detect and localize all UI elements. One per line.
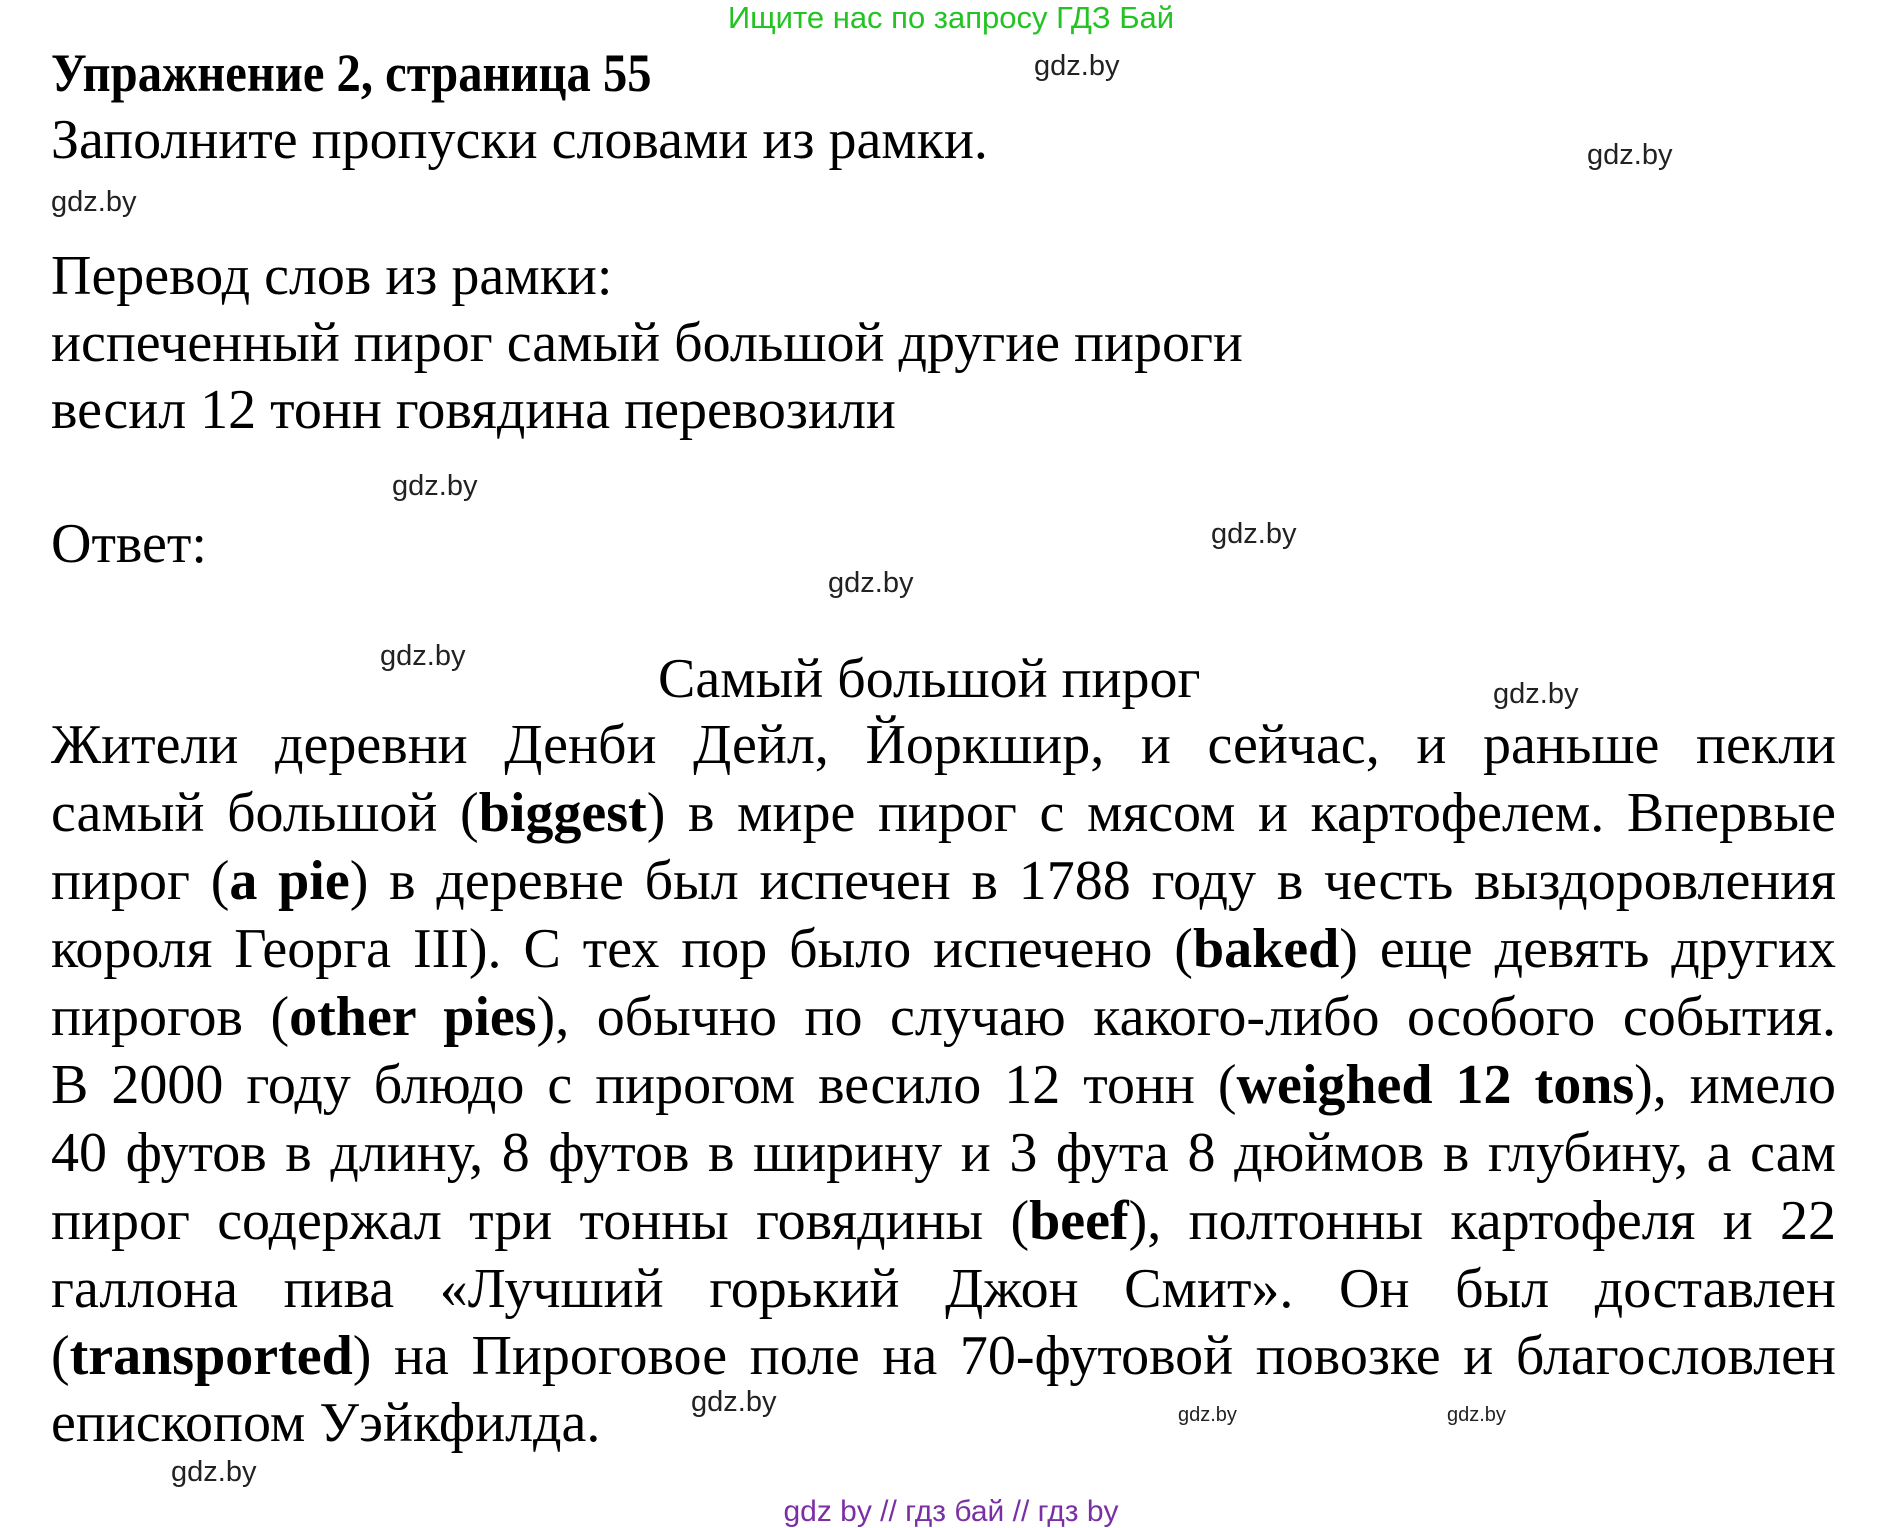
- text-segment: епископом Уэйкфилда.: [51, 1392, 601, 1454]
- translation-line: весил 12 тонн говядина перевозили: [51, 379, 896, 441]
- answer-word: transported: [69, 1325, 353, 1387]
- answer-word: baked: [1192, 918, 1340, 980]
- text-segment: короля Георга III). С тех пор было испечено (: [51, 918, 1193, 980]
- text-segment: ), обычно по случаю какого-либо особого события.: [536, 986, 1837, 1048]
- text-segment: ) в деревне был испечен в 1788 году в честь выздоровления: [349, 850, 1836, 912]
- text-segment: Жители деревни Денби Дейл, Йоркшир, и сейчас, и раньше пекли: [51, 714, 1836, 776]
- text-segment: ), имело: [1634, 1054, 1836, 1116]
- watermark: gdz.by: [1178, 1404, 1237, 1426]
- paragraph-line: [51, 782, 1836, 844]
- text-segment: ) на Пироговое поле на 70-футовой повозке и благословлен: [352, 1325, 1836, 1387]
- watermark: gdz.by: [1447, 1404, 1506, 1426]
- paragraph-line: [51, 1122, 1836, 1184]
- text-segment: галлона пива «Лучший горький Джон Смит». Он был доставлен: [51, 1258, 1836, 1320]
- watermark: gdz.by: [691, 1386, 777, 1418]
- text-segment: ) еще девять других: [1339, 918, 1837, 980]
- paragraph-line: [51, 1258, 1836, 1320]
- story-title: Самый большой пирог: [658, 648, 1201, 710]
- search-banner: Ищите нас по запросу ГДЗ Бай: [727, 0, 1175, 35]
- translation-heading: Перевод слов из рамки:: [51, 245, 613, 307]
- text-segment: пирог (: [51, 850, 230, 912]
- text-segment: ), полтонны картофеля и 22: [1128, 1190, 1836, 1252]
- watermark: gdz.by: [1034, 50, 1120, 82]
- text-segment: самый большой (: [51, 782, 479, 844]
- translation-line: испеченный пирог самый большой другие пироги: [51, 312, 1243, 374]
- text-segment: В 2000 году блюдо с пирогом весило 12 тонн (: [51, 1054, 1237, 1116]
- answer-label: Ответ:: [51, 513, 207, 575]
- watermark: gdz.by: [1211, 518, 1297, 550]
- text-segment: пирогов (: [51, 986, 290, 1048]
- watermark: gdz.by: [171, 1456, 257, 1488]
- answer-word: weighed 12 tons: [1236, 1054, 1635, 1116]
- paragraph-line: [51, 714, 1836, 776]
- text-segment: ) в мире пирог с мясом и картофелем. Впервые: [646, 782, 1836, 844]
- paragraph-line: [51, 1054, 1836, 1116]
- watermark: gdz.by: [51, 186, 137, 218]
- paragraph-line: [51, 918, 1837, 980]
- text-segment: 40 футов в длину, 8 футов в ширину и 3 фута 8 дюймов в глубину, а сам: [51, 1122, 1836, 1184]
- paragraph-line: [51, 1392, 601, 1454]
- watermark: gdz.by: [380, 640, 466, 672]
- paragraph-line: [51, 986, 1837, 1048]
- text-segment: (: [51, 1325, 70, 1387]
- footer-watermark: gdz by // гдз бай // гдз by: [783, 1495, 1119, 1528]
- paragraph-line: [51, 1190, 1836, 1252]
- answer-word: other pies: [289, 986, 537, 1048]
- instruction: Заполните пропуски словами из рамки.: [51, 109, 988, 171]
- watermark: gdz.by: [392, 470, 478, 502]
- answer-word: a pie: [229, 850, 350, 912]
- text-segment: пирог содержал три тонны говядины (: [51, 1190, 1030, 1252]
- page-title: Упражнение 2, страница 55: [51, 43, 652, 103]
- watermark: gdz.by: [828, 567, 914, 599]
- watermark: gdz.by: [1493, 678, 1579, 710]
- paragraph-line: [51, 850, 1836, 912]
- answer-word: biggest: [478, 782, 647, 844]
- paragraph-line: [51, 1325, 1836, 1387]
- answer-word: beef: [1029, 1190, 1129, 1252]
- watermark: gdz.by: [1587, 139, 1673, 171]
